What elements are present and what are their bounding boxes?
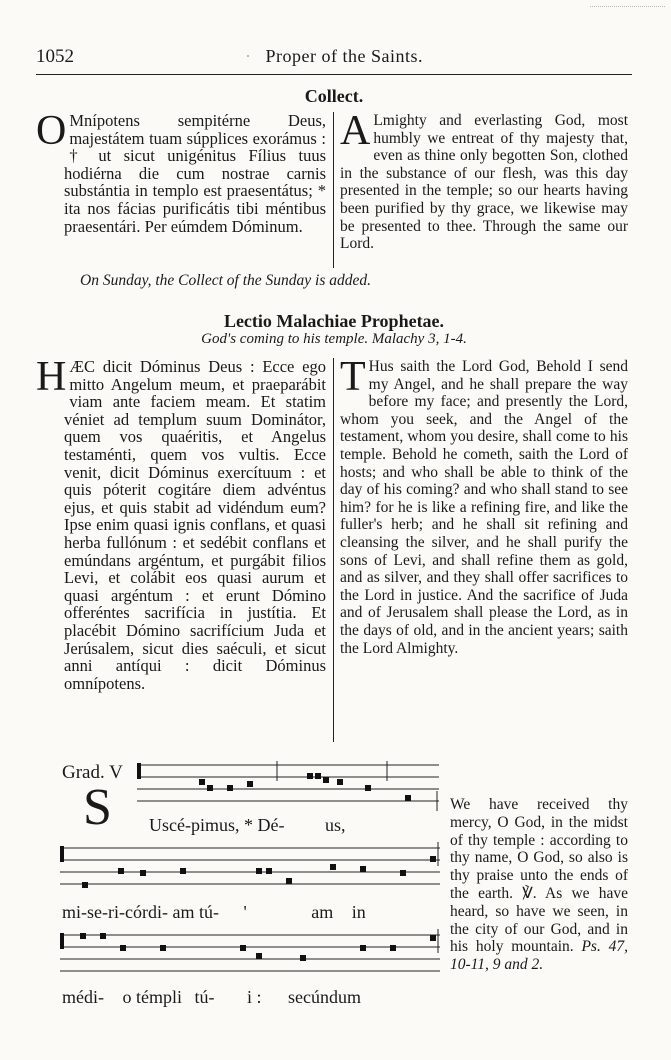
syllable: ' [243,902,247,922]
syllable: o [122,987,132,1007]
header-rule [36,74,632,75]
gradual-label: Grad. V [62,762,123,783]
syllable: secúndum [288,987,361,1007]
page-header [36,46,632,72]
syllable: tú- [194,987,215,1007]
syllable: ri-córdi- [107,902,168,922]
gradual-english-text: We have received thy mercy, O God, in the midst of thy temple : according to thy name, O God, so also is thy praise unto the ends of the earth. [450,796,628,902]
collect-english-initial: A [340,108,371,154]
lesson-latin-text: ÆC dicit Dóminus Deus : Ecce ego mitto Angelum meum, et praeparábit viam ante faciem meam. Et statim véniet ad templum suum Dominátor, quem vos quaéritis, et Angelus testaménti, quem vos vultis. Ecce venit, dicit Dóminus exercítuum : et quis póterit cogitáre diem advéntus ejus, et quis stabit ad vidéndum eum? Ipse enim quasi ignis conflans, et quasi herba fullónum : et sedébit conflans et emúndans argéntum, et purgábit filios Levi, et colábit eos quasi aurum et quasi argéntum : et erunt Dómino offeréntes sacrifícia in justítia. Et placébit Dómino sacrifícium Juda et Jerúsalem, sicut dies saéculi, et sicut anni antíqui : dicit Dóminus omnípotens. [64,357,326,693]
syllable: i : [247,987,262,1007]
lesson-heading: Lectio Malachiae Prophetae. [223,311,445,331]
chant-staff-1 [137,755,439,811]
syllable: mi-se- [62,902,108,922]
syllable: médi- [62,987,104,1007]
collect-english [340,108,628,253]
gradual-reference: Ps. 47, 10-11, 9 and 2. [450,938,628,974]
syllable: tú- [198,902,219,922]
versicle-mark: ℣. [522,884,537,902]
collect-column-divider [333,112,334,268]
lesson-english-initial: T [340,354,366,400]
lesson-latin [36,354,326,693]
collect-english-text: Lmighty and everlasting God, most humbly we entreat of thy majesty that, even as thine only begotten Son, clothed in the substance of our flesh, was this day presented in the temple; so our hearts having been purified by thy grace, we likewise may be presented to thee. Through the same our Lord. [340,112,628,253]
syllable: * [243,815,253,835]
collect-latin-text: Mnípotens sempitérne Deus, majestátem tuam súpplices exorámus : † ut sicut unigénitus Fílius tuus hodiérna die cum nostrae carnis substántia in templo est praesentátus; * ita nos fácias purificátis tibi méntibus praesentári. Per eúmdem Dóminum. [64,111,326,236]
chant-line-3 [62,987,361,1008]
lesson-subtitle: God's coming to his temple. Malachy 3, 1-4. [201,331,467,347]
collect-heading: Collect. [304,86,364,106]
lesson-english-text: Hus saith the Lord God, Behold I send my Angel, and he shall prepare the way before my face; and presently the Lord, whom you seek, and the Angel of the testament, whom you desire, shall come to his temple. Behold he cometh, saith the Lord of hosts; and who shall be able to think of the day of his coming? and who shall stand to see him? for he is like a refining fire, and like the fuller's herb; and he shall sit refining and cleansing the silver, and he shall purify the sons of Levi, and shall refine them as gold, and as silver, and they shall offer sacrifices to the Lord in justice. And the sacrifice of Juda and of Jerusalem shall please the Lord, as in the days of old, and in the ancient years; saith the Lord Almighty. [340,358,628,657]
syllable: Uscé-pimus, [149,815,240,835]
syllable: am [311,902,334,922]
lesson-column-divider [333,358,334,742]
chant-line-1 [149,815,345,836]
chant-staff-3 [60,925,440,985]
lesson-latin-initial: H [36,354,67,400]
page-number: 1052 [36,46,74,67]
gradual-versicle-text: As we have heard, so have we seen, in the city of our God, and in his holy mountain. [450,884,629,956]
lesson-english [340,354,628,657]
sunday-note: On Sunday, the Collect of the Sunday is added. [80,272,372,289]
top-rule [590,6,665,7]
gradual-english [450,796,628,974]
running-title: · Proper of the Saints. [36,46,632,67]
syllable: us, [324,815,346,835]
syllable: Dé- [257,815,285,835]
collect-latin-initial: O [36,108,67,154]
chant-staff-2 [60,838,440,898]
syllable: témpli [136,987,182,1007]
collect-latin [36,108,326,236]
gradual-initial: S [83,779,112,836]
syllable: am [172,902,195,922]
chant-line-2 [62,902,366,923]
syllable: in [351,902,366,922]
